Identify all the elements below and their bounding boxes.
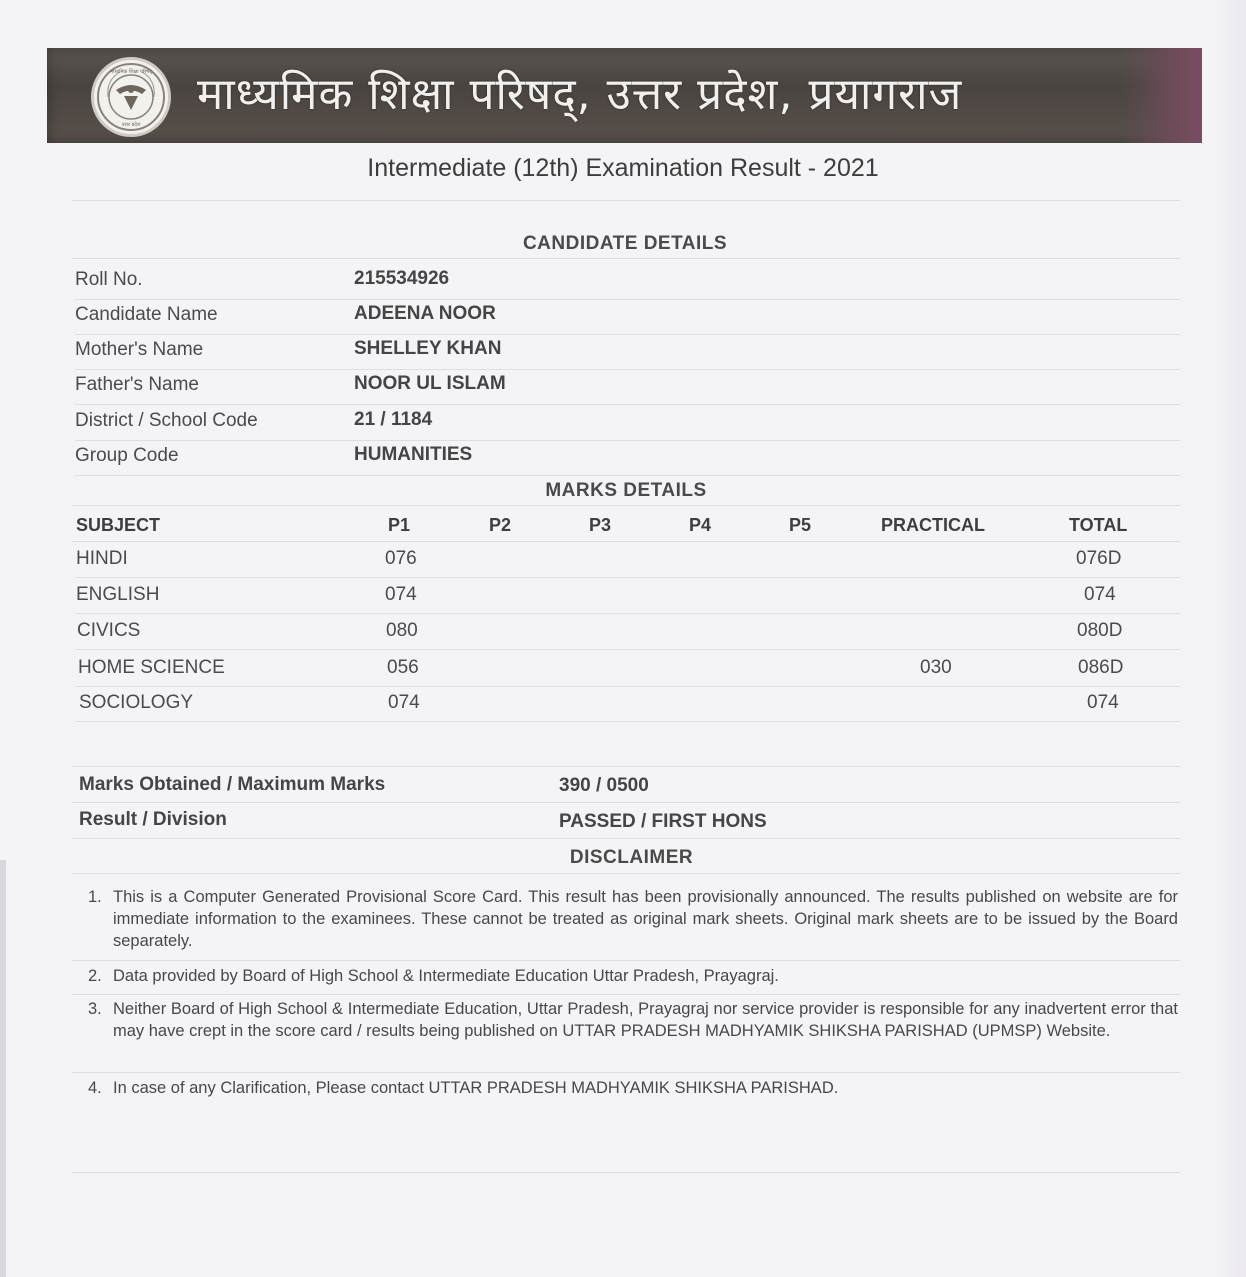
cell-p1: 056 — [387, 657, 419, 678]
field-label: Group Code — [75, 445, 179, 466]
item-number: 4. — [88, 1079, 102, 1097]
item-number: 3. — [88, 1000, 102, 1018]
table-row — [75, 578, 1180, 614]
board-logo — [91, 57, 171, 137]
item-text: Data provided by Board of High School & Intermediate Education Uttar Pradesh, Prayagraj. — [113, 967, 779, 985]
cell-total: 074 — [1084, 584, 1116, 605]
field-value: 21 / 1184 — [354, 409, 433, 430]
divider — [75, 475, 1180, 476]
board-name: माध्यमिक शिक्षा परिषद्, उत्तर प्रदेश, प्रयागराज — [197, 69, 963, 120]
marks-obtained-label: Marks Obtained / Maximum Marks — [79, 774, 386, 795]
divider — [72, 873, 1180, 874]
field-value: NOOR UL ISLAM — [354, 373, 506, 394]
cell-total: 080D — [1077, 620, 1123, 641]
field-label: District / School Code — [75, 410, 258, 431]
marks-obtained-value: 390 / 0500 — [559, 775, 649, 796]
cell-subject: HOME SCIENCE — [78, 657, 225, 678]
page-edge — [1216, 0, 1246, 1277]
table-row — [75, 542, 1180, 578]
candidate-row-group — [75, 441, 1180, 476]
divider — [72, 766, 1180, 767]
item-text: In case of any Clarification, Please contact UTTAR PRADESH MADHYAMIK SHIKSHA PARISHAD. — [113, 1079, 839, 1097]
divider — [72, 994, 1180, 995]
col-total: TOTAL — [1069, 515, 1128, 535]
item-number: 2. — [88, 967, 102, 985]
cell-p1: 076 — [385, 548, 417, 569]
col-p1: P1 — [388, 515, 411, 535]
candidate-row-name — [75, 300, 1180, 335]
divider — [72, 1072, 1180, 1073]
divider — [72, 838, 1180, 839]
divider — [75, 721, 1180, 722]
cell-p1: 074 — [385, 584, 417, 605]
item-number: 1. — [88, 888, 102, 906]
divider — [72, 258, 1180, 259]
table-row — [75, 686, 1180, 722]
scan-shadow — [0, 860, 6, 1277]
col-p5: P5 — [789, 515, 812, 535]
cell-p1: 074 — [388, 692, 420, 713]
divider — [72, 505, 1180, 506]
field-label: Mother's Name — [75, 339, 204, 360]
emblem-icon — [94, 60, 168, 134]
cell-total: 076D — [1076, 548, 1122, 569]
candidate-row-mother — [75, 335, 1180, 370]
field-value: ADEENA NOOR — [354, 303, 496, 324]
item-text: Neither Board of High School & Intermediate Education, Uttar Pradesh, Prayagraj nor service provider is responsible for any inadvertent error that may have crept in the score card / results being published on UTTAR PRADESH MADHYAMIK SHIKSHA PARISHAD (UPMSP) Website. — [113, 1000, 1178, 1040]
cell-p1: 080 — [386, 620, 418, 641]
header-banner — [47, 48, 1202, 143]
divider — [72, 960, 1180, 961]
cell-subject: CIVICS — [77, 620, 141, 641]
item-text: This is a Computer Generated Provisional Score Card. This result has been provisionally announced. The results published on website are for immediate information to the examinees. These cannot be treated as original mark sheets. Original mark sheets are to be issued by the Board separately. — [113, 888, 1178, 950]
candidate-details-heading: CANDIDATE DETAILS — [522, 233, 728, 254]
divider — [72, 802, 1180, 803]
table-row — [75, 651, 1180, 687]
result-value: PASSED / FIRST HONS — [559, 811, 767, 832]
logo-text-bottom: उत्तर प्रदेश — [121, 122, 141, 128]
cell-subject: SOCIOLOGY — [79, 692, 194, 713]
divider — [72, 200, 1180, 201]
field-label: Roll No. — [75, 269, 143, 290]
candidate-row-father — [75, 370, 1180, 405]
col-p4: P4 — [689, 515, 712, 535]
logo-text-top: माध्यमिक शिक्षा परिषद् — [110, 69, 152, 75]
field-value: HUMANITIES — [354, 444, 473, 465]
candidate-row-roll — [75, 265, 1180, 300]
divider — [75, 649, 1180, 650]
table-row — [75, 614, 1180, 650]
cell-total: 074 — [1087, 692, 1119, 713]
col-p3: P3 — [589, 515, 612, 535]
col-subject: SUBJECT — [76, 515, 161, 535]
result-label: Result / Division — [79, 809, 227, 830]
divider — [72, 1172, 1180, 1173]
cell-subject: ENGLISH — [76, 584, 160, 605]
field-value: SHELLEY KHAN — [354, 338, 502, 359]
col-practical: PRACTICAL — [881, 515, 985, 535]
field-label: Father's Name — [75, 374, 200, 395]
marks-details-heading: MARKS DETAILS — [545, 480, 707, 501]
candidate-row-school — [75, 406, 1180, 441]
cell-practical: 030 — [920, 657, 952, 678]
field-value: 215534926 — [354, 268, 450, 289]
exam-title: Intermediate (12th) Examination Result - 2021 — [367, 154, 879, 182]
disclaimer-heading: DISCLAIMER — [569, 847, 694, 868]
cell-total: 086D — [1078, 657, 1124, 678]
cell-subject: HINDI — [76, 548, 128, 569]
divider — [75, 404, 1180, 405]
col-p2: P2 — [489, 515, 512, 535]
field-label: Candidate Name — [75, 304, 218, 325]
